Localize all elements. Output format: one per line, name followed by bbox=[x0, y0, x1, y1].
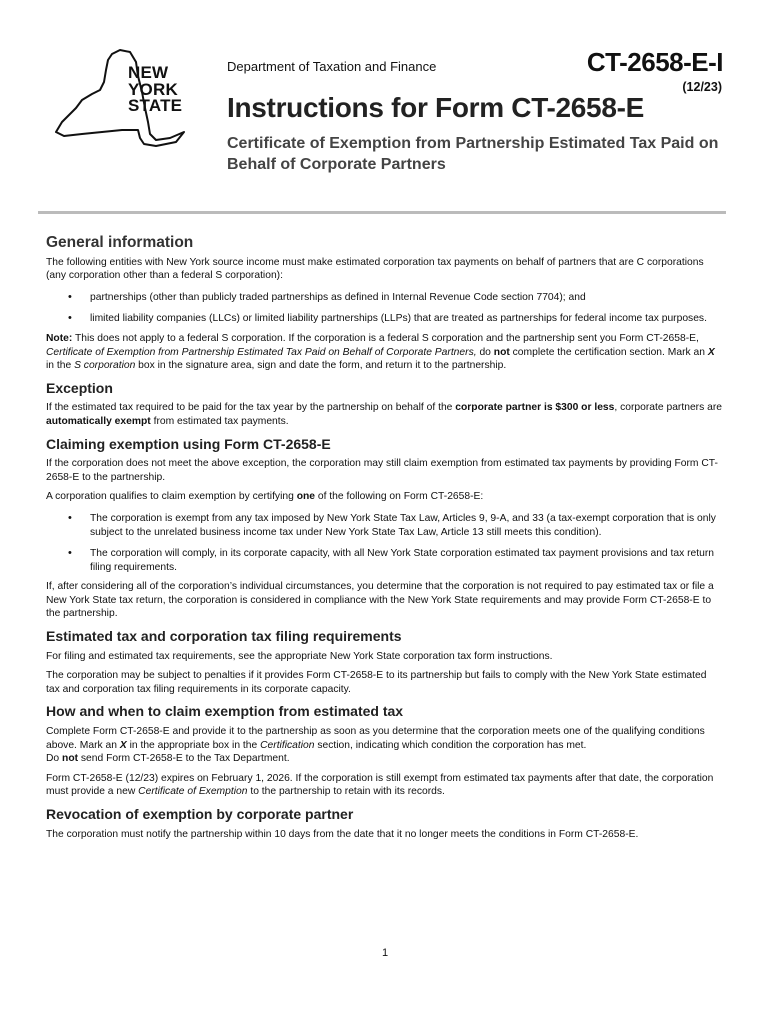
heading-exception: Exception bbox=[46, 379, 113, 396]
revision-date: (12/23) bbox=[682, 80, 722, 94]
list-item: • partnerships (other than publicly traded partnerships as defined in Internal Revenue Code section 7704); and bbox=[46, 291, 722, 305]
instructions-link[interactable]: New York State corporation tax form instructions bbox=[329, 650, 550, 662]
page-number: 1 bbox=[381, 947, 389, 959]
header-divider bbox=[38, 211, 726, 214]
heading-how-when: How and when to claim exemption from estimated tax bbox=[46, 703, 404, 720]
page-subtitle: Certificate of Exemption from Partnership Estimated Tax Paid on Behalf of Corporate Partners bbox=[227, 135, 719, 173]
expiry-paragraph: Form CT-2658-E (12/23) expires on February 1, 2026. If the corporation is still exempt from estimated tax payments after that date, the corporation must provide a new Certificate of Exemption to the partnership to retain with its records. bbox=[46, 772, 714, 798]
note-paragraph: Note: This does not apply to a federal S corporation. If the corporation is a federal S corporation and the partnership sent you Form CT-2658-E, Certificate of Exemption from Partnership Estimated Tax Paid on Behalf of Corporate Partners, do not complete the certification section. Mark an X in the S corporation box in the signature area, sign and date the form, and return it to the partnership. bbox=[46, 332, 715, 372]
heading-filing-requirements: Estimated tax and corporation tax filing requirements bbox=[46, 628, 402, 645]
claiming-paragraph: If the corporation does not meet the above exception, the corporation may still claim exemption from estimated tax payments by providing Form CT-2658-E to the partnership. bbox=[46, 458, 718, 483]
list-item: • The corporation will comply, in its corporate capacity, with all New York State corporation estimated tax payment provisions and tax return filing requirements. bbox=[46, 547, 722, 574]
penalty-paragraph: The corporation may be subject to penalties if it provides Form CT-2658-E to its partnership but fails to comply with the New York State estimated tax and corporation tax filing requirements in its corporate capacity. bbox=[46, 670, 707, 695]
page-title: Instructions for Form CT-2658-E bbox=[227, 92, 644, 123]
heading-claiming-exemption: Claiming exemption using Form CT-2658-E bbox=[46, 435, 331, 452]
list-item: • The corporation is exempt from any tax imposed by New York State Tax Law, Articles 9, 9-A, and 33 (a tax-exempt corporation that is only subject to the unrelated business income tax under New York State Tax Law, Article 13 still meets this condition). bbox=[46, 512, 722, 539]
entity-list bbox=[46, 291, 722, 326]
filing-paragraph: For filing and estimated tax requirements, see the appropriate New York State corporation tax form instructions. bbox=[46, 650, 553, 662]
list-item: • limited liability companies (LLCs) or limited liability partnerships (LLPs) that are treated as partnerships for federal income tax purposes. bbox=[46, 312, 722, 326]
logo-wordmark: NEW YORK STATE bbox=[128, 63, 183, 115]
qualifies-paragraph: A corporation qualifies to claim exemption by certifying one of the following on Form CT-2658-E: bbox=[46, 491, 484, 503]
qualification-list bbox=[46, 512, 722, 574]
heading-revocation: Revocation of exemption by corporate partner bbox=[46, 806, 354, 822]
document-body bbox=[46, 236, 722, 841]
heading-general-information: General information bbox=[46, 234, 194, 251]
how-paragraph: Complete Form CT-2658-E and provide it to the partnership as soon as you determine that the corporation meets one of the qualifying conditions above. Mark an X in the appropriate box in the Certification section, indicating which condition the corporation has met. Do not send Form CT-2658-E to the Tax Department. bbox=[46, 726, 705, 765]
exception-paragraph: If the estimated tax required to be paid for the tax year by the partnership on behalf of the corporate partner is $300 or less, corporate partners are automatically exempt from estimated tax payments. bbox=[46, 402, 722, 427]
general-paragraph: The following entities with New York source income must make estimated corporation tax payments on behalf of partners that are C corporations (any corporation other than a federal S corporation): bbox=[46, 256, 704, 282]
department-name: Department of Taxation and Finance bbox=[227, 59, 437, 74]
compliance-paragraph: If, after considering all of the corporation’s individual circumstances, you determine that the corporation is not required to pay estimated tax or file a New York State tax return, the corporation is considered in compliance with the New York State requirements and may provide Form CT-2658-E to the partnership. bbox=[46, 581, 714, 620]
form-number: CT-2658-E-I bbox=[586, 47, 723, 77]
revocation-paragraph: The corporation must notify the partnership within 10 days from the date that it no longer meets the conditions in Form CT-2658-E. bbox=[46, 828, 639, 840]
